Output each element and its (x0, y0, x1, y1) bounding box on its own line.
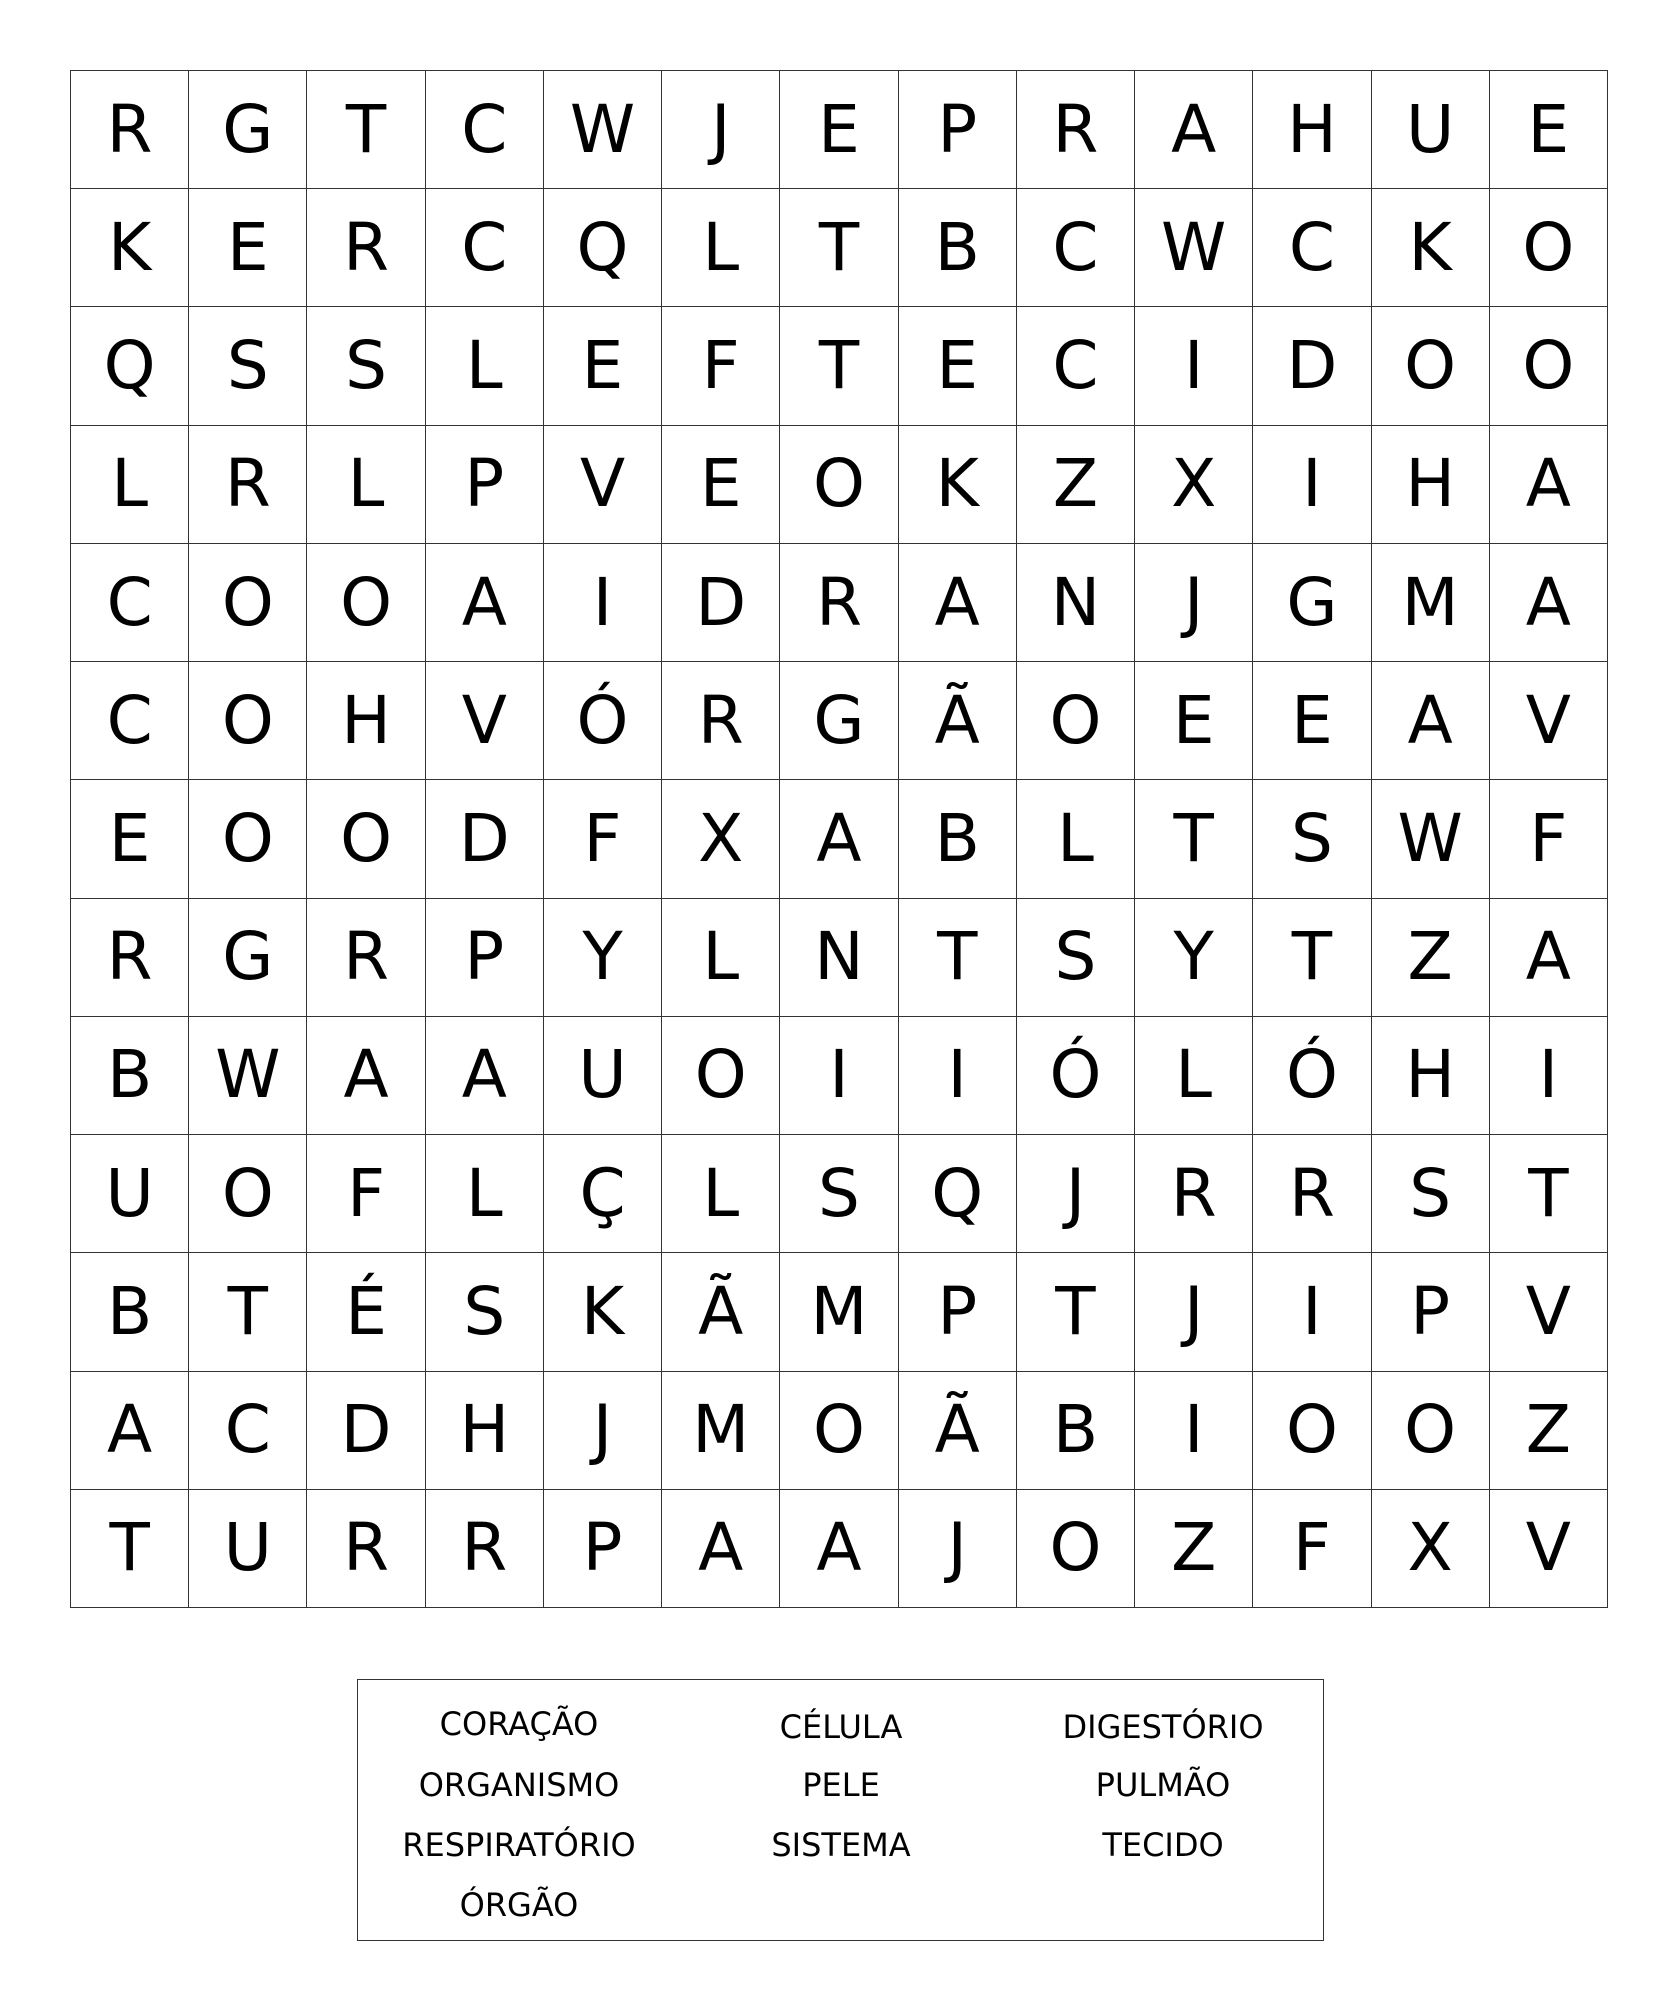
grid-cell[interactable]: H (307, 662, 425, 780)
grid-cell[interactable]: L (662, 899, 780, 1017)
grid-cell[interactable]: A (1490, 899, 1608, 1017)
grid-cell[interactable]: S (307, 307, 425, 425)
grid-cell[interactable]: M (1372, 544, 1490, 662)
grid-cell[interactable]: B (899, 189, 1017, 307)
grid-cell[interactable]: H (1253, 71, 1371, 189)
grid-cell[interactable]: H (1372, 1017, 1490, 1135)
grid-cell[interactable]: I (1490, 1017, 1608, 1135)
grid-cell[interactable]: U (71, 1135, 189, 1253)
grid-cell[interactable]: Ã (662, 1253, 780, 1371)
grid-cell[interactable]: Y (1135, 899, 1253, 1017)
grid-cell[interactable]: R (1253, 1135, 1371, 1253)
grid-cell[interactable]: Ã (899, 662, 1017, 780)
grid-cell[interactable]: I (1253, 426, 1371, 544)
grid-cell[interactable]: D (1253, 307, 1371, 425)
grid-cell[interactable]: U (189, 1490, 307, 1608)
grid-cell[interactable]: I (544, 544, 662, 662)
grid-cell[interactable]: S (780, 1135, 898, 1253)
grid-cell[interactable]: O (1253, 1372, 1371, 1490)
grid-cell[interactable]: X (1372, 1490, 1490, 1608)
grid-cell[interactable]: E (1490, 71, 1608, 189)
grid-cell[interactable]: L (1135, 1017, 1253, 1135)
grid-cell[interactable]: J (1135, 544, 1253, 662)
grid-cell[interactable]: O (189, 780, 307, 898)
grid-cell[interactable]: C (1253, 189, 1371, 307)
grid-cell[interactable]: Q (899, 1135, 1017, 1253)
grid-cell[interactable]: E (1253, 662, 1371, 780)
word-item: PULMÃO (1095, 1766, 1231, 1804)
grid-cell[interactable]: K (544, 1253, 662, 1371)
grid-cell[interactable]: L (662, 189, 780, 307)
grid-cell[interactable]: A (426, 1017, 544, 1135)
grid-cell[interactable]: C (426, 189, 544, 307)
grid-cell[interactable]: C (1017, 307, 1135, 425)
word-item: DIGESTÓRIO (1062, 1708, 1264, 1746)
grid-cell[interactable]: G (780, 662, 898, 780)
word-item: ORGANISMO (418, 1766, 620, 1804)
grid-cell[interactable]: R (307, 1490, 425, 1608)
grid-cell[interactable]: V (426, 662, 544, 780)
grid-cell[interactable]: O (1490, 189, 1608, 307)
grid-cell[interactable]: V (1490, 1490, 1608, 1608)
grid-cell[interactable]: R (1017, 71, 1135, 189)
grid-cell[interactable]: I (1135, 307, 1253, 425)
grid-cell[interactable]: W (544, 71, 662, 189)
grid-cell[interactable]: E (189, 189, 307, 307)
grid-cell[interactable]: R (780, 544, 898, 662)
grid-cell[interactable]: Ç (544, 1135, 662, 1253)
grid-cell[interactable]: R (307, 189, 425, 307)
grid-cell[interactable]: O (780, 426, 898, 544)
grid-cell[interactable]: S (1372, 1135, 1490, 1253)
grid-cell[interactable]: K (899, 426, 1017, 544)
grid-cell[interactable]: C (71, 662, 189, 780)
grid-cell[interactable]: O (1017, 1490, 1135, 1608)
grid-cell[interactable]: R (71, 71, 189, 189)
grid-cell[interactable]: D (662, 544, 780, 662)
grid-cell[interactable]: T (1490, 1135, 1608, 1253)
grid-cell[interactable]: Z (1135, 1490, 1253, 1608)
grid-cell[interactable]: C (71, 544, 189, 662)
grid-cell[interactable]: B (1017, 1372, 1135, 1490)
grid-cell[interactable]: M (662, 1372, 780, 1490)
grid-cell[interactable]: F (1253, 1490, 1371, 1608)
grid-cell[interactable]: J (544, 1372, 662, 1490)
grid-cell[interactable]: O (1372, 1372, 1490, 1490)
grid-cell[interactable]: Ã (899, 1372, 1017, 1490)
grid-cell[interactable]: C (426, 71, 544, 189)
grid-cell[interactable]: O (662, 1017, 780, 1135)
grid-cell[interactable]: R (189, 426, 307, 544)
grid-cell[interactable]: L (1017, 780, 1135, 898)
grid-cell[interactable]: T (780, 189, 898, 307)
grid-cell[interactable]: S (1017, 899, 1135, 1017)
grid-cell[interactable]: F (307, 1135, 425, 1253)
grid-cell[interactable]: C (189, 1372, 307, 1490)
grid-cell[interactable]: B (899, 780, 1017, 898)
word-search-grid (70, 70, 1608, 1608)
grid-cell[interactable]: Z (1372, 899, 1490, 1017)
grid-cell[interactable]: A (1490, 544, 1608, 662)
grid-cell[interactable]: P (1372, 1253, 1490, 1371)
grid-cell[interactable]: L (426, 307, 544, 425)
word-item: CORAÇÃO (439, 1705, 599, 1743)
grid-cell[interactable]: I (1253, 1253, 1371, 1371)
word-list-box (357, 1679, 1324, 1941)
grid-cell[interactable]: O (780, 1372, 898, 1490)
grid-cell[interactable]: W (189, 1017, 307, 1135)
grid-cell[interactable]: O (189, 1135, 307, 1253)
grid-cell[interactable]: E (71, 780, 189, 898)
grid-cell[interactable]: A (426, 544, 544, 662)
grid-cell[interactable]: T (189, 1253, 307, 1371)
grid-cell[interactable]: J (899, 1490, 1017, 1608)
grid-cell[interactable]: O (189, 662, 307, 780)
grid-cell[interactable]: A (71, 1372, 189, 1490)
grid-cell[interactable]: D (307, 1372, 425, 1490)
grid-cell[interactable]: G (189, 899, 307, 1017)
grid-cell[interactable]: F (662, 307, 780, 425)
grid-cell[interactable]: A (1372, 662, 1490, 780)
grid-cell[interactable]: D (426, 780, 544, 898)
grid-cell[interactable]: X (1135, 426, 1253, 544)
grid-cell[interactable]: S (189, 307, 307, 425)
grid-cell[interactable]: Z (1490, 1372, 1608, 1490)
grid-cell[interactable]: O (1372, 307, 1490, 425)
grid-cell[interactable]: R (71, 899, 189, 1017)
grid-cell[interactable]: I (780, 1017, 898, 1135)
grid-cell[interactable]: L (426, 1135, 544, 1253)
word-item: ÓRGÃO (459, 1886, 579, 1924)
grid-cell[interactable]: Q (544, 189, 662, 307)
grid-cell[interactable]: F (1490, 780, 1608, 898)
grid-cell[interactable]: J (1017, 1135, 1135, 1253)
grid-cell[interactable]: O (1490, 307, 1608, 425)
grid-cell[interactable]: Z (1017, 426, 1135, 544)
grid-cell[interactable]: W (1372, 780, 1490, 898)
grid-cell[interactable]: É (307, 1253, 425, 1371)
grid-cell[interactable]: T (780, 307, 898, 425)
grid-cell[interactable]: A (1490, 426, 1608, 544)
grid-cell[interactable]: J (662, 71, 780, 189)
grid-cell[interactable]: K (71, 189, 189, 307)
grid-cell[interactable]: A (899, 544, 1017, 662)
grid-cell[interactable]: R (1135, 1135, 1253, 1253)
grid-cell[interactable]: P (426, 899, 544, 1017)
grid-cell[interactable]: R (307, 899, 425, 1017)
grid-cell[interactable]: T (71, 1490, 189, 1608)
grid-cell[interactable]: T (1017, 1253, 1135, 1371)
grid-cell[interactable]: Q (71, 307, 189, 425)
grid-cell[interactable]: X (662, 780, 780, 898)
grid-cell[interactable]: U (1372, 71, 1490, 189)
grid-cell[interactable]: P (426, 426, 544, 544)
grid-cell[interactable]: A (307, 1017, 425, 1135)
grid-cell[interactable]: P (899, 71, 1017, 189)
grid-cell[interactable]: E (544, 307, 662, 425)
grid-cell[interactable]: B (71, 1017, 189, 1135)
grid-cell[interactable]: G (189, 71, 307, 189)
grid-cell[interactable]: O (1017, 662, 1135, 780)
grid-cell[interactable]: Ó (1253, 1017, 1371, 1135)
grid-cell[interactable]: I (1135, 1372, 1253, 1490)
grid-cell[interactable]: N (1017, 544, 1135, 662)
grid-cell[interactable]: L (307, 426, 425, 544)
grid-cell[interactable]: B (71, 1253, 189, 1371)
word-item: PELE (802, 1766, 880, 1804)
grid-cell[interactable]: U (544, 1017, 662, 1135)
grid-cell[interactable]: N (780, 899, 898, 1017)
grid-cell[interactable]: T (899, 899, 1017, 1017)
grid-cell[interactable]: I (899, 1017, 1017, 1135)
grid-cell[interactable]: P (899, 1253, 1017, 1371)
grid-cell[interactable]: R (662, 662, 780, 780)
grid-cell[interactable]: F (544, 780, 662, 898)
grid-cell[interactable]: K (1372, 189, 1490, 307)
grid-cell[interactable]: C (1017, 189, 1135, 307)
grid-cell[interactable]: T (1253, 899, 1371, 1017)
grid-cell[interactable]: W (1135, 189, 1253, 307)
grid-cell[interactable]: O (307, 544, 425, 662)
grid-cell[interactable]: A (662, 1490, 780, 1608)
word-item: SISTEMA (771, 1826, 911, 1864)
grid-cell[interactable]: A (780, 780, 898, 898)
grid-cell[interactable]: E (899, 307, 1017, 425)
grid-cell[interactable]: Ó (544, 662, 662, 780)
grid-cell[interactable]: O (189, 544, 307, 662)
grid-cell[interactable]: Ó (1017, 1017, 1135, 1135)
word-item: CÉLULA (779, 1708, 903, 1746)
grid-cell[interactable]: V (1490, 662, 1608, 780)
grid-cell[interactable]: A (1135, 71, 1253, 189)
grid-cell[interactable]: S (426, 1253, 544, 1371)
grid-cell[interactable]: E (662, 426, 780, 544)
grid-cell[interactable]: E (1135, 662, 1253, 780)
word-item: RESPIRATÓRIO (402, 1826, 636, 1864)
grid-cell[interactable]: J (1135, 1253, 1253, 1371)
grid-cell[interactable]: T (307, 71, 425, 189)
grid-cell[interactable]: V (544, 426, 662, 544)
grid-cell[interactable]: L (662, 1135, 780, 1253)
grid-cell[interactable]: R (426, 1490, 544, 1608)
grid-cell[interactable]: V (1490, 1253, 1608, 1371)
grid-cell[interactable]: P (544, 1490, 662, 1608)
word-item: TECIDO (1102, 1826, 1224, 1864)
grid-cell[interactable]: L (71, 426, 189, 544)
grid-cell[interactable]: S (1253, 780, 1371, 898)
grid-cell[interactable]: M (780, 1253, 898, 1371)
grid-cell[interactable]: H (1372, 426, 1490, 544)
grid-cell[interactable]: E (780, 71, 898, 189)
grid-cell[interactable]: A (780, 1490, 898, 1608)
grid-cell[interactable]: O (307, 780, 425, 898)
grid-cell[interactable]: Y (544, 899, 662, 1017)
grid-cell[interactable]: T (1135, 780, 1253, 898)
grid-cell[interactable]: H (426, 1372, 544, 1490)
grid-cell[interactable]: G (1253, 544, 1371, 662)
